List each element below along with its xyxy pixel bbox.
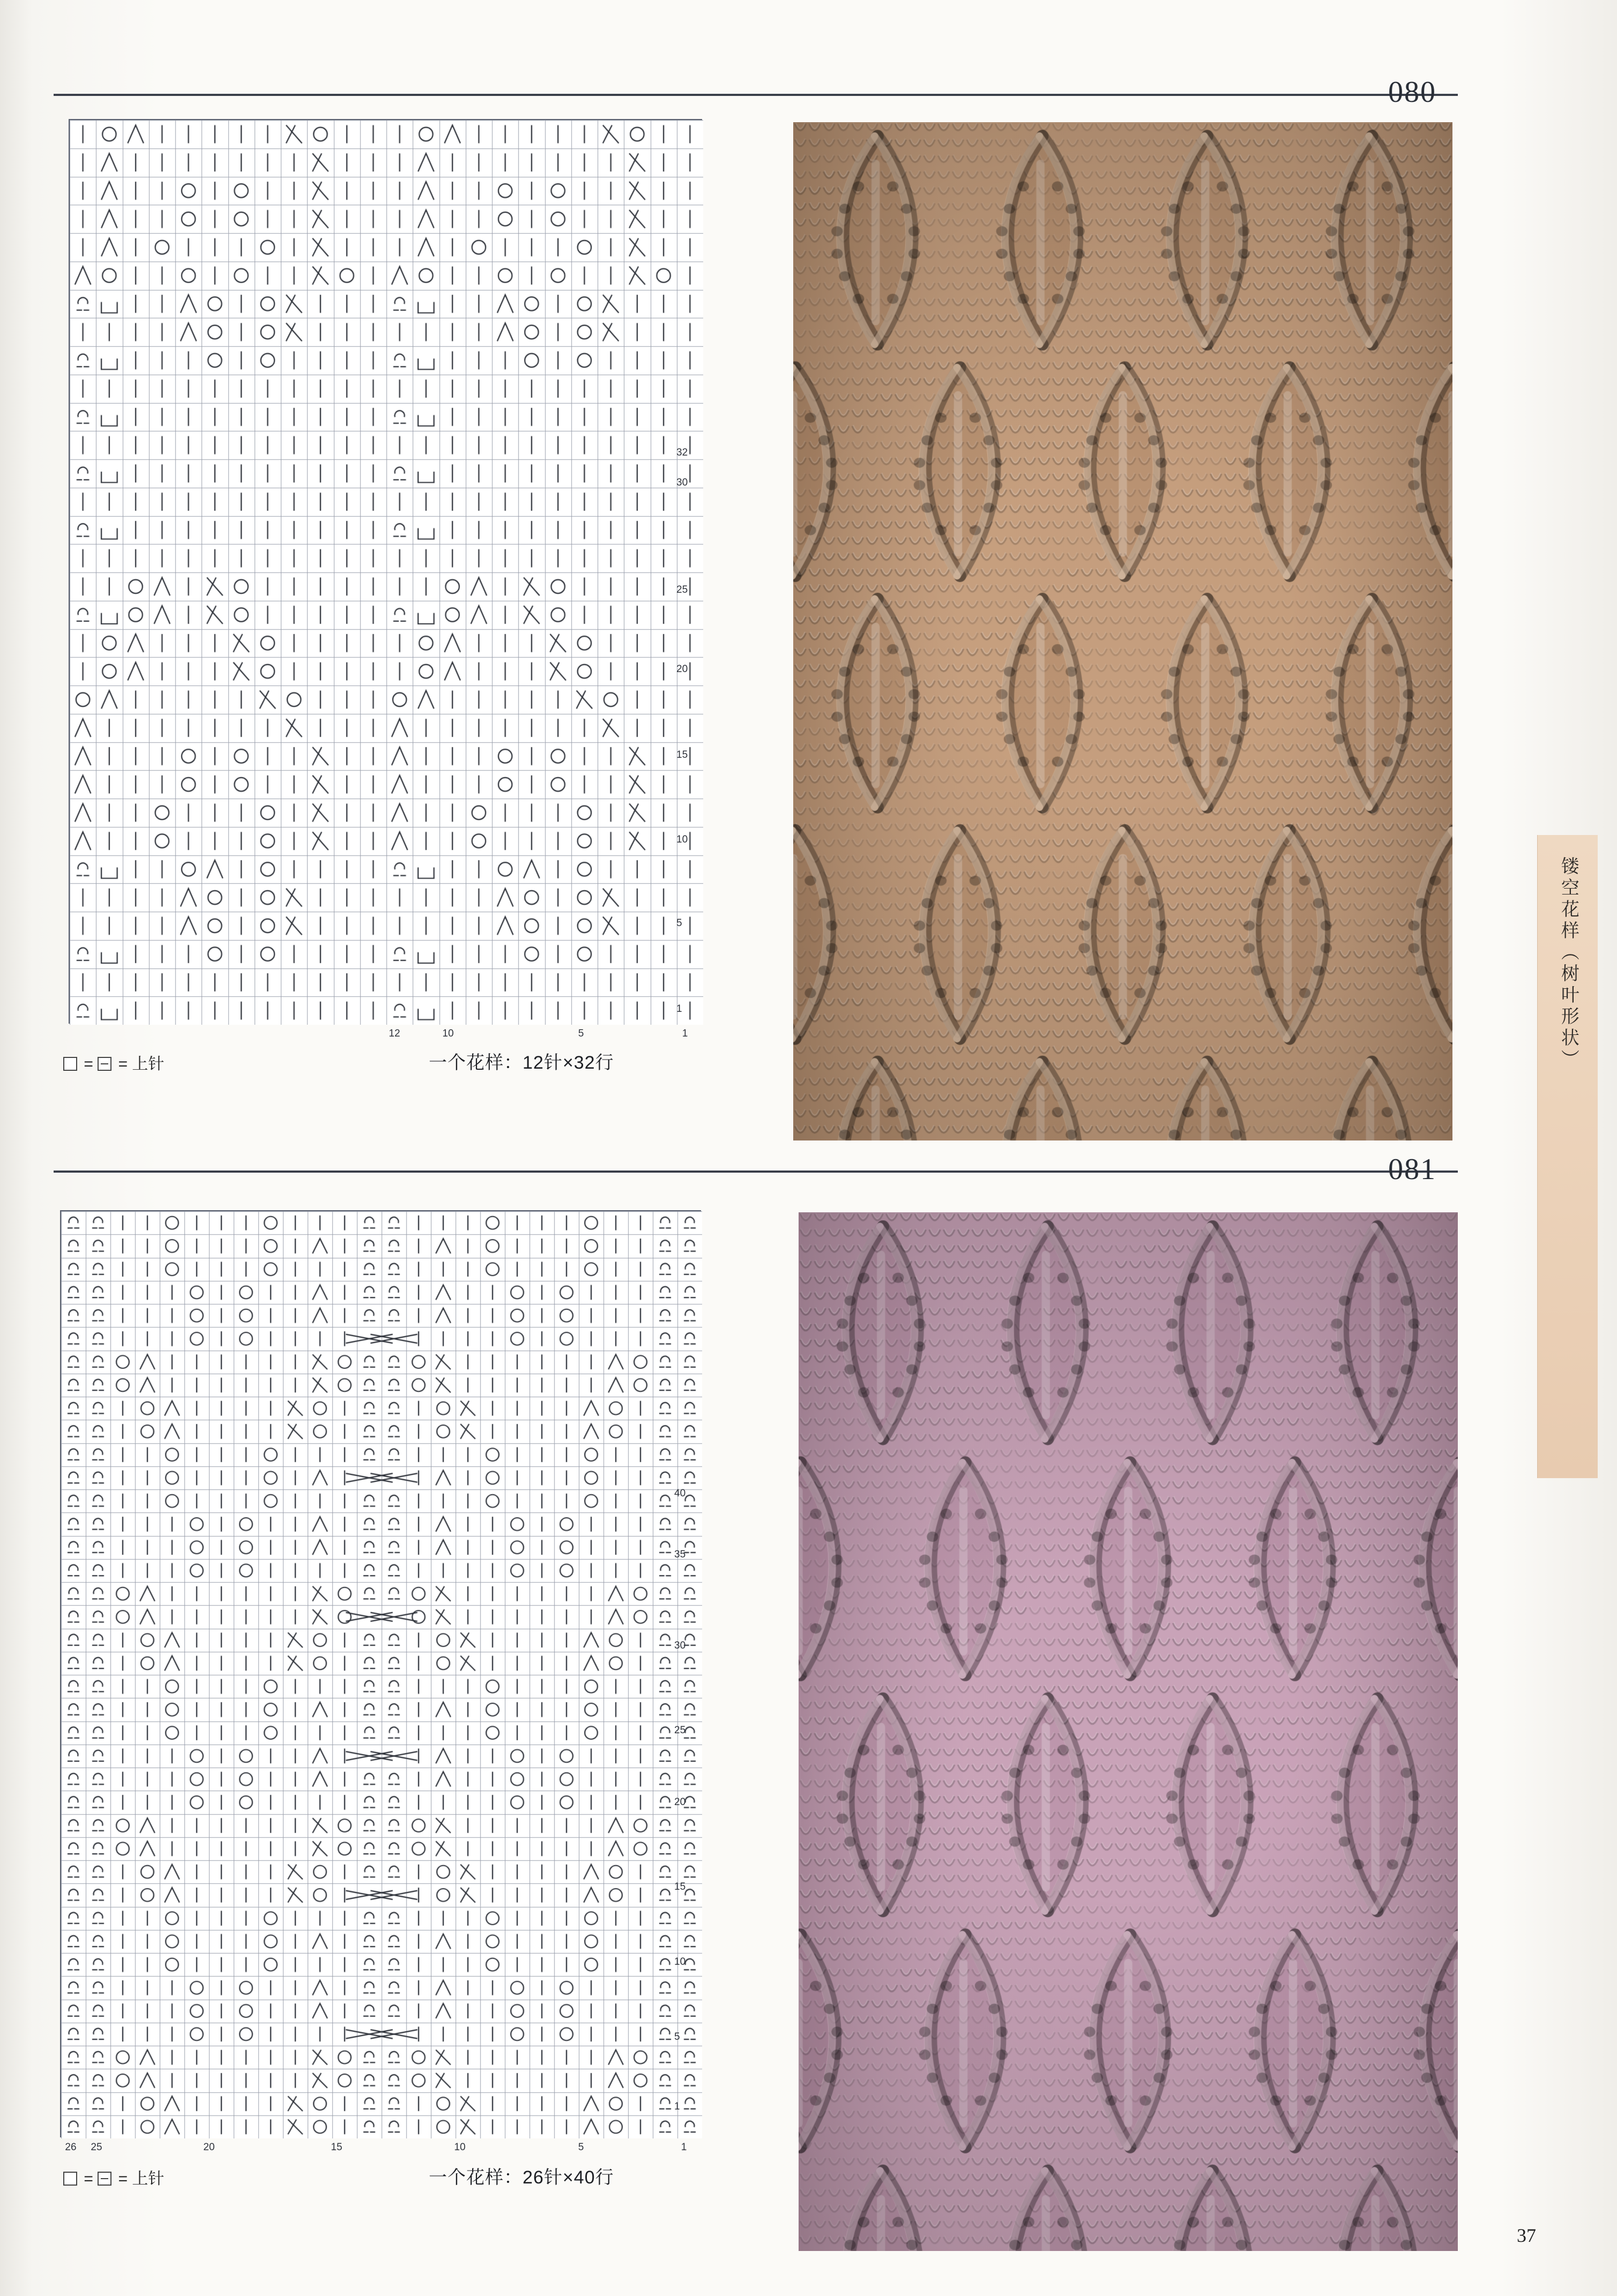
chart-081-colnum-5: 5 — [578, 2142, 584, 2153]
chart-080-rownum-32: 32 — [676, 447, 688, 458]
legend-equals: = — [84, 1055, 93, 1073]
repeat-081: 一个花样：26针×40行 — [429, 2167, 614, 2188]
swatch-photo-081 — [799, 1212, 1458, 2251]
chart-080-colnum-10: 10 — [442, 1028, 454, 1039]
chart-080-rownum-1: 1 — [676, 1003, 682, 1015]
side-tab — [1537, 835, 1598, 1478]
section-rule-080 — [54, 94, 1458, 96]
chart-081-rownum-30: 30 — [674, 1640, 686, 1651]
chart-081-rownum-20: 20 — [674, 1796, 686, 1808]
chart-081-colnum-1: 1 — [681, 2142, 687, 2153]
chart-080-colnum-1: 1 — [682, 1028, 688, 1039]
swatch-photo-080 — [793, 122, 1452, 1140]
legend-080 — [63, 1050, 164, 1074]
chart-080-rownum-10: 10 — [676, 834, 688, 845]
chart-080-rownum-5: 5 — [676, 918, 682, 929]
chart-080-colnum-5: 5 — [578, 1028, 584, 1039]
chart-081-rownum-40: 40 — [674, 1488, 686, 1499]
chart-081-colnum-25: 25 — [91, 2142, 102, 2153]
side-tab-label: 镂空花样（树叶形状） — [1558, 856, 1578, 1071]
chart-081-rownum-25: 25 — [674, 1725, 686, 1736]
repeat-080: 一个花样：12针×32行 — [429, 1053, 614, 1073]
chart-081-rownum-15: 15 — [674, 1881, 686, 1892]
legend-081 — [63, 2165, 164, 2189]
chart-080 — [69, 119, 702, 1024]
legend-box-empty — [63, 1057, 77, 1071]
chart-081-colnum-26: 26 — [65, 2142, 77, 2153]
chart-080-rownum-30: 30 — [676, 477, 688, 488]
page-number: 37 — [1517, 2225, 1536, 2246]
chart-080-rownum-15: 15 — [676, 749, 688, 761]
chart-081-rownum-1: 1 — [674, 2101, 680, 2112]
legend-081-text: = 上针 — [118, 2170, 165, 2188]
legend-080-text: = 上针 — [118, 1055, 165, 1073]
legend-box-purl — [98, 1057, 111, 1071]
legend-box-empty — [63, 2172, 77, 2186]
section-number-080: 080 — [1388, 76, 1436, 109]
section-number-081: 081 — [1388, 1153, 1436, 1186]
chart-080-colnum-12: 12 — [389, 1028, 400, 1039]
chart-081-colnum-10: 10 — [454, 2142, 466, 2153]
chart-081-colnum-15: 15 — [331, 2142, 342, 2153]
chart-080-rownum-25: 25 — [676, 584, 688, 595]
section-rule-081 — [54, 1171, 1458, 1173]
chart-080-rownum-20: 20 — [676, 664, 688, 675]
legend-equals: = — [84, 2170, 93, 2188]
chart-081-colnum-20: 20 — [203, 2142, 215, 2153]
chart-081-rownum-35: 35 — [674, 1549, 686, 1560]
chart-081-rownum-5: 5 — [674, 2031, 680, 2042]
chart-081 — [60, 1210, 701, 2137]
legend-box-purl — [98, 2172, 111, 2186]
chart-081-rownum-10: 10 — [674, 1956, 686, 1967]
